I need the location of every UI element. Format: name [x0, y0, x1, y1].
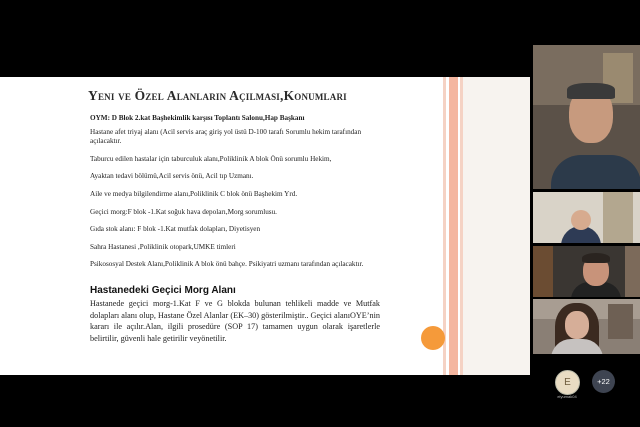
- slide-body: [90, 114, 390, 278]
- participant-video-tile[interactable]: [533, 45, 640, 189]
- slide-stripe: [449, 77, 458, 375]
- slide-line: Taburcu edilen hastalar için taburculuk alanı,Poliklinik A blok Önü sorumlu Hekim,: [90, 154, 332, 163]
- participant-name: elyumak04: [557, 394, 577, 399]
- participant-video-tile[interactable]: [533, 246, 640, 297]
- slide-line: OYM: D Blok 2.kat Başhekimlik karşısı Toplantı Salonu,Hap Başkanı: [90, 114, 305, 122]
- shared-slide: [0, 77, 530, 375]
- participant-video-tile[interactable]: [533, 299, 640, 354]
- slide-line: Geçici morg:F blok -1.Kat soğuk hava depoları,Morg sorumlusu.: [90, 207, 277, 216]
- section-text: Hastanede geçici morg-1.Kat F ve G blokda bulunan tehlikeli madde ve Mutfak dolapları alanı olup, Hastane Özel Alanlar (EK–30) gösterilmiştir.. Geçici alanıOYE’nin kararı ile açılır.Alan, ilgili prosedüre (SOP 17) tamamen uygun olarak işaretlerle belirtilir, güvenli hale getirilir veyönetilir.: [90, 299, 380, 343]
- slide-line: Psikososyal Destek Alanı,Poliklinik A blok önü bahçe. Psikiyatri uzmanı tarafından açılacaktır.: [90, 260, 364, 269]
- slide-line: Gıda stok alanı: F blok -1.Kat mutfak dolapları, Diyetisyen: [90, 225, 261, 234]
- slide-side-panel: [463, 77, 530, 375]
- slide-line: Sahra Hastanesi ,Poliklinik otopark,UMKE timleri: [90, 242, 236, 251]
- slide-line: Hastane afet triyaj alanı (Acil servis araç giriş yol üstü D-100 tarafı Sorumlu hekim tarafından açılacaktır.: [90, 127, 362, 146]
- participant-avatar[interactable]: E: [555, 370, 580, 395]
- section-title: Hastanedeki Geçici Morg Alanı: [90, 285, 236, 296]
- slide-decoration-dot: [421, 326, 445, 350]
- more-participants-button[interactable]: +22: [592, 370, 615, 393]
- slide-stripe: [443, 77, 446, 375]
- slide-line: Ayaktan tedavi bölümü,Acil servis önü, Acil tıp Uzmanı.: [90, 172, 254, 181]
- slide-line: Aile ve medya bilgilendirme alanı,Poliklinik C blok önü Başhekim Yrd.: [90, 189, 298, 198]
- participant-video-tile[interactable]: [533, 192, 640, 243]
- slide-title: Yeni ve Özel Alanların Açılması,Konumları: [88, 88, 347, 103]
